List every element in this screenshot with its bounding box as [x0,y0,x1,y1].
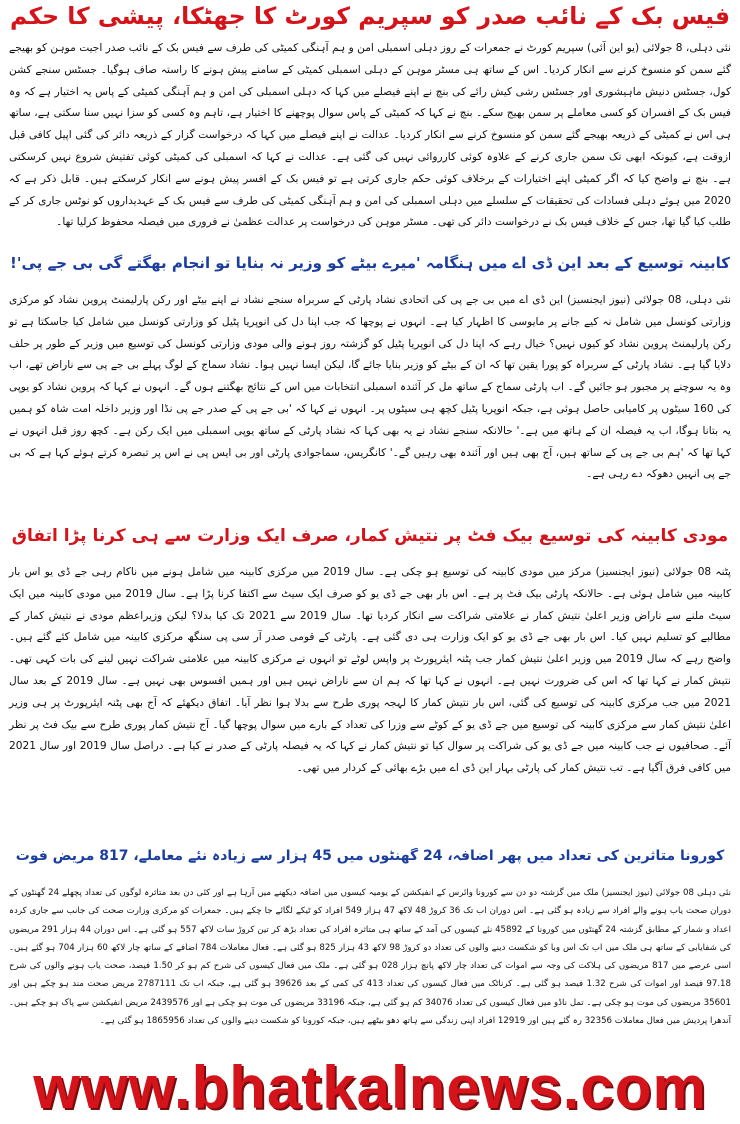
article-4-headline: کورونا متاثرین کی تعداد میں پھر اضافہ، 24 گھنٹوں میں 45 ہزار سے زیادہ نئے معاملے، 817 مریض فوت [15,848,725,864]
article-1-body [0,38,740,252]
article-2-body [0,290,740,524]
article-2-headline: کابینہ توسیع کے بعد این ڈی اے میں ہنگامہ 'میرے بیٹے کو وزیر نہ بنایا تو انجام بھگتے گی بی جے پی'! [10,254,730,272]
article-2-paragraph: نئی دہلی، 08 جولائی (نیوز ایجنسیز) این ڈی اے میں بی جے پی کی اتحادی نشاد پارٹی کے سربراہ سنجے نشاد نے اپنے بیٹے اور رکن پارلیمنٹ پروین نشاد کو مرکزی وزارتی کونسل میں شامل نہ کیے جانے پر مایوسی کا اظہار کیا ہے۔ انہوں نے پوچھا کہ جب اپنا دل کی انوپریا پٹیل کو وزارتی کونسل میں شامل کیا جاسکتا ہے تو رکن پارلیمنٹ پروین نشاد کو کیوں نہیں؟ خیال رہے کہ اپنا دل کی انوپریا پٹیل کو گزشتہ روز ہونے والی مودی وزارتی کونسل کی توسیع میں وزیر کے طور پر حلف دلایا گیا ہے۔ نشاد پارٹی کے سربراہ کو پورا یقین تھا کہ ان کے بیٹے کو وزیر بنایا جائے گا، لیکن ایسا نہیں ہوا۔ نشاد سماج کے لوگ پہلے بی جے پی سے ناراض تھے، اب وہ یہ سوچنے پر مجبور ہو جائیں گے۔ اب پارٹی سماج کے ساتھ مل کر آئندہ اسمبلی انتخابات میں اس کے نتائج بھگتنے ہوں گے۔ انہوں نے کہا کہ پروین نشاد کو یوپی کی 160 سیٹوں پر کامیابی حاصل ہوئی ہے، جبکہ انوپریا پٹیل کچھ ہی سیٹوں پر۔ انہوں نے کہا کہ 'بی جے پی کے صدر جے پی نڈا اور وزیر داخلہ امت شاہ کو ہمیں یہ بتانا ہوگا، اب یہ فیصلہ ان کے ہاتھ میں ہے۔' حالانکہ سنجے نشاد نے یہ بھی کہا کہ نشاد پارٹی کے ساتھ یوپی اسمبلی میں ایک رکن ہے۔ کچھ روز قبل انہوں نے کہا تھا کہ 'ہم بی جے پی کے ساتھ ہیں، آج بھی ہیں اور آئندہ بھی رہیں گے۔' کانگریس، سماجوادی پارٹی اور بی ایس پی نے اس پر تبصرہ کرتے ہوئے کہا ہے کہ بی جے پی انہیں دھوکہ دے رہی ہے۔ [9,294,731,481]
article-3-paragraph: پٹنہ 08 جولائی (نیوز ایجنسیز) مرکز میں مودی کابینہ کی توسیع ہو چکی ہے۔ سال 2019 میں مرکزی کابینہ میں شامل ہونے میں ناکام رہی جے ڈی یو اس بار کابینہ میں شامل ہوئی ہے۔ حالانکہ پارٹی بیک فٹ پر ہے۔ اس بار بھی جے ڈی یو کو صرف ایک سیٹ سے اکتفا کرنا پڑا ہے۔ سال 2019 میں مودی کابینہ میں ایک سیٹ ملنے سے ناراض وزیر اعلیٰ نتیش کمار نے علامتی شراکت سے انکار کردیا تھا۔ سال 2019 سے 2021 تک کیا بدلا؟ لیکن وزیراعظم مودی نے نتیش کمار کے مطالبے کو تسلیم نہیں کیا۔ اس بار بھی جے ڈی یو کو ایک وزارت ہی دی گئی ہے۔ پارٹی کے قومی صدر آر سی پی سنگھ مرکزی کابینہ میں شامل کئے گئے ہیں۔ واضح رہے کہ سال 2019 میں وزیر اعلیٰ نتیش کمار جب پٹنہ ایئرپورٹ پر واپس لوٹے تو انہوں نے مرکزی کابینہ میں علامتی شراکت نہیں لینے کی بات کہی تھی۔ نتیش کمار نے کہا تھا کہ اس کی ضرورت نہیں ہے۔ انہوں نے کہا تھا کہ ہم ان سے ناراض نہیں ہیں اور ہمیں افسوس بھی نہیں ہے۔ سال 2019 کے بعد سال 2021 میں جب مرکزی کابینہ کی توسیع کی گئی، اس بار نتیش کمار کا لہجہ پوری طرح سے بدلا ہوا نظر آیا۔ اتفاق دیکھئے کہ آج بھی پٹنہ ایئرپورٹ پر ہی وزیر اعلیٰ نتیش کمار سے مرکزی کابینہ کی توسیع میں جے ڈی یو کے کوٹے سے وزرا کی تعداد کے بارے میں سوال پوچھا گیا۔ آج نتیش کمار پوری طرح سے بیک فٹ پر نظر آئے۔ صحافیوں نے جب کابینہ میں جے ڈی یو کی شراکت پر سوال کیا تو نتیش کمار نے کہا کہ یہ فیصلہ پارٹی کے صدر نے کیا ہے۔ دراصل سال 2019 اور سال 2021 میں کافی فرق آگیا ہے۔ تب نتیش کمار کی پارٹی بہار این ڈی اے میں بڑے بھائی کے کردار میں تھی۔ [9,566,731,775]
article-1-paragraph: نئی دہلی، 8 جولائی (یو این آئی) سپریم کورٹ نے جمعرات کے روز دہلی اسمبلی امن و ہم آہنگی کمیٹی کی طرف سے فیس بک کے نائب صدر اجیت موہن کو بھیجے گئے سمن کو منسوخ کرنے سے انکار کردیا۔ اس کے ساتھ ہی مسٹر موہن کے دہلی اسمبلی کمیٹی کے سامنے پیش ہونے کا راستہ صاف ہوگیا۔ جسٹس سنجے کشن کول، جسٹس دنیش ماہیشوری اور جسٹس رشی کیش رائے کی بنچ نے اپنے فیصلے میں کہا کہ دہلی اسمبلی کی امن و ہم آہنگی کمیٹی کے پاس یہ اختیار ہے کہ وہ فیس بک کے افسران کو کسی معاملے پر سمن بھیج سکے۔ بنچ نے کہا کہ کمیٹی کے پاس سوال پوچھنے کا اختیار ہے، تاہم وہ کسی کو سزا نہیں سنا سکتی ہے، ساتھ ہی اس نے کمیٹی کے ذریعہ بھیجے گئے سمن کو منسوخ کرنے سے انکار کردیا۔ عدالت نے اپنے فیصلے میں کہا کہ درخواست گزار کے ذریعہ دائر کی گئی اپیل کافی قبل ازوقت ہے، کیونکہ ابھی تک سمن جاری کرنے کے علاوہ کوئی کارروائی نہیں کی گئی ہے۔ عدالت نے کہا کہ اسمبلی کی کمیٹی کوئی تفتیش شروع نہیں کرسکتی ہے۔ بنچ نے واضح کیا کہ اگر کمیٹی اپنے اختیارات کے برخلاف کوئی حکم جاری کرتی ہے تو فیس بک کے افسر پیش ہونے سے انکار کرسکتے ہیں۔ قابل ذکر ہے کہ 2020 میں ہوئے دہلی فسادات کی تحقیقات کے سلسلے میں دہلی اسمبلی کی امن و ہم آہنگی کمیٹی کی طرف سے فیس بک کے عہدیداروں کو نوٹس جاری کر کے طلب کیا گیا تھا، جس کے خلاف فیس بک نے درخواست دائر کی تھی۔ مسٹر موہن کی درخواست پر عدالت عظمیٰ نے فروری میں فیصلہ محفوظ کرلیا تھا۔ [9,42,731,229]
article-3-body [0,562,740,846]
footer-site-url[interactable]: www.bhatkalnews.com [33,1054,707,1121]
article-3-headline: مودی کابینہ کی توسیع بیک فٹ پر نتیش کمار، صرف ایک وزارت سے ہی کرنا پڑا اتفاق [11,526,729,546]
article-1-headline: فیس بک کے نائب صدر کو سپریم کورٹ کا جھٹکا، پیشی کا حکم [10,2,730,30]
article-4-paragraph: نئی دہلی 08 جولائی (نیوز ایجنسیز) ملک میں گزشتہ دو دن سے کورونا وائرس کے انفیکشن کے یومیہ کیسوں میں اضافہ دیکھنے میں آرہا ہے اور کئی دن بعد متاثرہ لوگوں کی تعداد پچھلے 24 گھنٹوں کے دوران صحت یاب ہونے والے افراد سے زیادہ ہو گئی ہے۔ اس دوران اب تک 36 کروڑ 48 لاکھ 47 ہزار 549 افراد کو ٹیکے لگائے جا چکے ہیں۔ جمعرات کو مرکزی وزارت صحت کی جانب سے جاری کردہ اعداد و شمار کے مطابق گزشتہ 24 گھنٹوں میں کورونا کے 45892 نئے کیسوں کی آمد کے ساتھ ہی متاثرہ افراد کی تعداد بڑھ کر تین کروڑ سات لاکھ 557 ہو گئی ہے۔ اس دوران 44 ہزار 291 مریضوں کی شفایابی کے ساتھ ہی ملک میں اب تک اس وبا کو شکست دینے والوں کی تعداد دو کروڑ 98 لاکھ 43 ہزار 825 ہو گئی ہے۔ فعال معاملات 784 اضافے کے ساتھ چار لاکھ 60 ہزار 704 ہو گئے ہیں۔ اسی عرصے میں 817 مریضوں کی ہلاکت کی وجہ سے اموات کی تعداد چار لاکھ پانچ ہزار 028 ہو گئی ہے۔ ملک میں فعال کیسوں کی شرح کم ہو کر 1.50 فیصد، صحت یاب ہونے والوں کی شرح 97.18 فیصد اور اموات کی شرح 1.32 فیصد ہو گئی ہے۔ کرناٹک میں فعال کیسوں کی تعداد 413 کی کمی کے بعد 39626 ہو گئی ہے، جبکہ اب تک 2787111 مریض صحت مند ہو چکے ہیں اور 35601 مریضوں کی موت ہو چکی ہے۔ تمل ناڈو میں فعال کیسوں کی تعداد 34076 کم ہو گئی ہے، جبکہ 33196 مریضوں کی موت ہو چکی ہے اور 2439576 مریض انفیکشن سے پاک ہو چکے ہیں۔ آندھرا پردیش میں فعال معاملات 32356 رہ گئے ہیں اور 12919 افراد اپنی زندگی سے ہاتھ دھو بیٹھے ہیں، جبکہ کورونا کو شکست دینے والوں کی تعداد 1865956 ہو گئی ہے۔ [9,888,732,1027]
article-4-body [0,884,740,1050]
